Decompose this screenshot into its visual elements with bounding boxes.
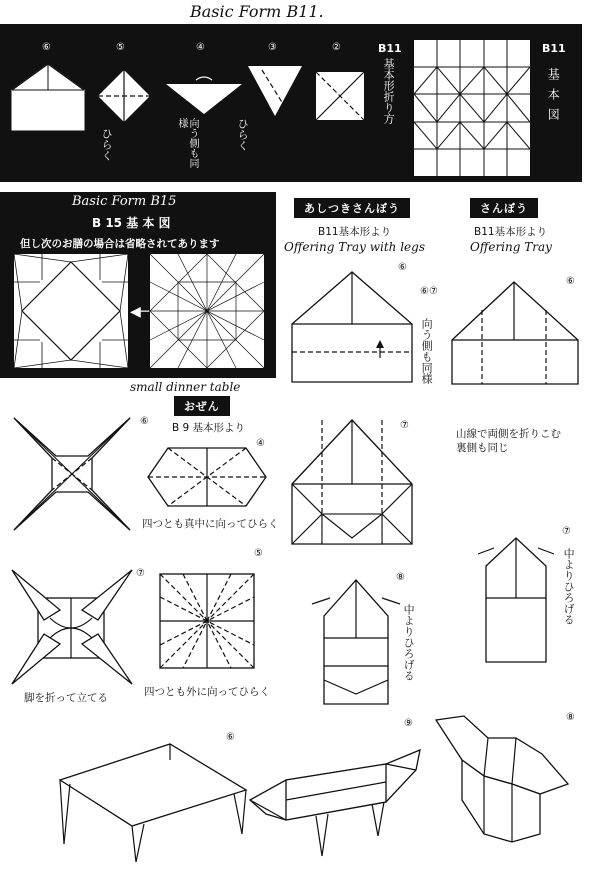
step-number: ⑦ — [562, 526, 571, 537]
ozen-tag: おぜん — [174, 396, 230, 416]
step-number: ⑥ — [226, 732, 235, 743]
ashitsuki-step8-diagram — [304, 576, 404, 706]
step-number: ⑥ — [566, 276, 575, 287]
sanbou-english: Offering Tray — [470, 240, 552, 254]
b11-note-mukou: 向う側も同様 — [176, 118, 198, 168]
b15-hand-title: Basic Form B15 — [72, 194, 177, 209]
b15-right-diagram — [150, 254, 264, 368]
step-number: ⑧ — [566, 712, 575, 723]
ozen-step4-diagram — [146, 446, 268, 508]
b11-step5-diagram — [98, 70, 150, 122]
sanbou-tag: さんぼう — [470, 198, 538, 218]
ozen-finished-table — [50, 740, 250, 864]
ashitsuki-note67: 向う側も同様 — [420, 318, 434, 384]
b11-step3-diagram — [248, 66, 302, 120]
sanbou-step7-diagram — [476, 536, 556, 664]
step-number: ⑥ — [42, 42, 51, 53]
step-number: ⑦ — [136, 568, 145, 579]
ashitsuki-note8: 中よりひろげる — [402, 604, 416, 681]
arrow-left-icon: ◀─ — [130, 304, 150, 320]
ozen-step7-diagram — [10, 568, 134, 686]
ashitsuki-tag: あしつきさんぼう — [294, 198, 410, 218]
sanbou-note7: 中よりひろげる — [562, 548, 576, 625]
b11-step6-diagram — [12, 60, 84, 132]
b11-label-right: B11 — [542, 42, 566, 55]
ozen-step6-diagram — [12, 416, 132, 532]
ashitsuki-finished-tray — [246, 740, 422, 860]
sanbou-finished-tray — [432, 714, 572, 844]
step-number: ⑤ — [116, 42, 125, 53]
sanbou-note6a: 山線で両側を折りこむ — [456, 428, 561, 440]
b11-note-hiraku2: ひらく — [236, 118, 250, 151]
b15-left-diagram — [14, 254, 128, 368]
ashitsuki-step6-diagram — [290, 270, 414, 384]
b11-note-hiraku: ひらく — [100, 128, 114, 161]
ozen-note4: 四つとも真中に向ってひらく — [142, 518, 279, 530]
b11-step4-diagram — [166, 78, 242, 116]
ashitsuki-step7-diagram — [290, 418, 416, 546]
step-number: ⑥⑦ — [420, 286, 438, 297]
b11-caption: 基本形折り方 — [382, 58, 396, 124]
ozen-hand-title: small dinner table — [130, 380, 241, 394]
step-number: ⑥ — [398, 262, 407, 273]
b11-base-grid — [414, 40, 530, 176]
ozen-from: B 9 基本形より — [172, 422, 246, 434]
step-number: ⑧ — [396, 572, 405, 583]
step-number: ③ — [268, 42, 277, 53]
sanbou-from: B11基本形より — [474, 226, 548, 238]
step-number: ⑥ — [140, 416, 149, 427]
ozen-note5: 四つとも外に向ってひらく — [144, 686, 270, 698]
ozen-note7: 脚を折って立てる — [24, 692, 108, 704]
b11-label: B11 — [378, 42, 402, 55]
b15-subtitle: 但し次のお膳の場合は省略されてあります — [20, 238, 220, 250]
step-number: ② — [332, 42, 341, 53]
step-number: ⑤ — [254, 548, 263, 559]
step-number: ④ — [196, 42, 205, 53]
step-number: ④ — [256, 438, 265, 449]
sanbou-note6b: 裏側も同じ — [456, 442, 509, 454]
page-title: Basic Form B11. — [190, 2, 324, 21]
b15-title: B 15 基 本 図 — [92, 216, 171, 230]
ashitsuki-english: Offering Tray with legs — [284, 240, 425, 254]
ozen-step5-diagram — [158, 572, 256, 670]
sanbou-step6-diagram — [450, 280, 580, 386]
b11-caption-right: 基本図 — [546, 68, 561, 128]
ashitsuki-from: B11基本形より — [318, 226, 392, 238]
step-number: ⑨ — [404, 718, 413, 729]
b11-step2-diagram — [312, 68, 368, 124]
step-number: ⑦ — [400, 420, 409, 431]
